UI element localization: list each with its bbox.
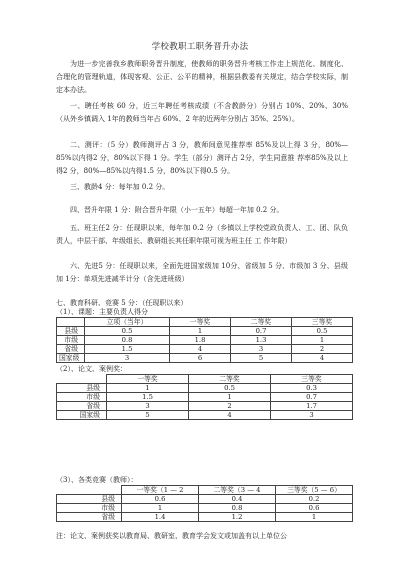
table-header-cell: 一等奖（1 — 2 <box>122 486 199 495</box>
table-cell: 1 <box>276 513 353 522</box>
section7-heading: 七、教育科研、竞赛 5 分：（任现职以来） <box>56 299 188 307</box>
row-label: 市级 <box>57 393 107 402</box>
table-cell: 6 <box>170 354 231 363</box>
table-cell: 0.5 <box>85 327 170 336</box>
intro-paragraph: 为进一步完善我乡教师职务晋升制度，使教师的职务晋升考核工作走上规范化、制度化、合理化的管理轨道，体现客观、公正、公平的精神，根据县教委有关规定，结合学校实际，制定本办法。 <box>56 60 348 94</box>
table-cell: 4 <box>292 354 353 363</box>
table-row <box>57 327 353 336</box>
table-cell: 0.2 <box>276 495 353 504</box>
table-header-row <box>57 375 353 384</box>
table-cell: 0.3 <box>271 384 353 393</box>
table-cell: 1.2 <box>199 513 276 522</box>
table-row <box>57 384 353 393</box>
table-cell: 0.6 <box>276 504 353 513</box>
row-label: 市级 <box>57 504 122 513</box>
row-label: 县级 <box>57 384 107 393</box>
table-cell: 4 <box>170 345 231 354</box>
document-title: 学校教职工职务晋升办法 <box>151 42 249 52</box>
table-cell: 4 <box>189 411 271 420</box>
row-label: 国家级 <box>57 354 85 363</box>
table-header-cell: 二等奖 <box>231 318 292 327</box>
table-cell: 1.8 <box>170 336 231 345</box>
subsection-1-label: （1）、课题：主要负责人得分 <box>56 308 148 316</box>
table-cell: 0.4 <box>199 495 276 504</box>
table-row <box>57 495 353 504</box>
table-cell: 1 <box>292 336 353 345</box>
table-row <box>57 345 353 354</box>
item-4-paragraph: 四、晋升年限 1 分：附合晋升年限（小一五年）每超一年加 0.2 分。 <box>70 206 284 214</box>
row-label: 市级 <box>57 336 85 345</box>
table-cell: 3 <box>107 402 189 411</box>
table-cell: 1.4 <box>122 513 199 522</box>
table-header-cell: 一等奖 <box>170 318 231 327</box>
table-cell: 3 <box>85 354 170 363</box>
table-row <box>57 336 353 345</box>
subsection-2-label: （2）、论文、案例奖： <box>56 365 127 373</box>
table-header-cell: 立项（当年） <box>85 318 170 327</box>
table-header-cell: 三等奖（5 — 6） <box>276 486 353 495</box>
table-cell: 2 <box>292 345 353 354</box>
table-cell: 3 <box>231 345 292 354</box>
table-header-cell: 二等奖 <box>189 375 271 384</box>
row-label: 省级 <box>57 345 85 354</box>
item-2-paragraph: 二、测评：（5 分）教师测评占 3 分，教师间意见推荐率 85%及以上得 3 分，80%—85%以内得2 分，80%以下得 1 分。学生（部分）测评占 2分，学生同意推 荐率85%及以上得2 分，80%—85%以内得1.5 分，80%以下得0.5 分。 <box>56 141 348 175</box>
table-cell: 1 <box>122 504 199 513</box>
table-cell: 0.7 <box>231 327 292 336</box>
table-cell: 0.8 <box>199 504 276 513</box>
table-row <box>57 402 353 411</box>
table-header-row <box>57 486 353 495</box>
table-cell: 1 <box>189 393 271 402</box>
table-cell: 1.3 <box>231 336 292 345</box>
competitions-table <box>56 485 353 522</box>
row-label: 县级 <box>57 327 85 336</box>
table-cell: 1 <box>170 327 231 336</box>
table-row <box>57 513 353 522</box>
table-cell: 0.6 <box>122 495 199 504</box>
item-6-paragraph: 六、先进5 分：任现职以来，全面先进国家级加 10分、省级加 5 分、市级加 3 分、县级加 1分：单项先进减半计分（含先进班级） <box>56 262 348 283</box>
table-cell: 1 <box>107 384 189 393</box>
table-header-cell <box>57 375 107 384</box>
table-cell: 1.5 <box>85 345 170 354</box>
item-5-paragraph: 五、班主任2 分：任现职以来，每年加 0.2 分（乡镇以上学校党政负责人、工、团、队负责人，中层干部、年级组长、教研组长其任职年限可视为班主任 工 作年限） <box>56 224 348 245</box>
subsection-3-label: （3）、各类竞赛（教师）： <box>56 476 138 484</box>
table-row <box>57 354 353 363</box>
row-label: 省级 <box>57 513 122 522</box>
table-cell: 3 <box>271 411 353 420</box>
row-label: 省级 <box>57 402 107 411</box>
table-header-cell: 三等奖 <box>292 318 353 327</box>
table-header-row <box>57 318 353 327</box>
row-label: 县级 <box>57 495 122 504</box>
table-cell: 0.5 <box>189 384 271 393</box>
table-row <box>57 504 353 513</box>
table-cell: 5 <box>231 354 292 363</box>
table-cell: 0.7 <box>271 393 353 402</box>
papers-awards-table <box>56 374 353 420</box>
table-cell: 1.5 <box>107 393 189 402</box>
table-cell: 2 <box>189 402 271 411</box>
table-header-cell: 二等奖（3 — 4 <box>199 486 276 495</box>
table-header-cell <box>57 318 85 327</box>
table-cell: 0.8 <box>85 336 170 345</box>
table-header-cell: 一等奖 <box>107 375 189 384</box>
table-header-cell <box>57 486 122 495</box>
table-cell: 5 <box>107 411 189 420</box>
research-projects-table <box>56 317 353 363</box>
footnote: 注：论文、案例获奖以教育局、教研室、教育学会发文或加盖有以上单位公 <box>56 532 287 540</box>
row-label: 国家级 <box>57 411 107 420</box>
table-row <box>57 411 353 420</box>
table-cell: 1.7 <box>271 402 353 411</box>
table-cell: 0.5 <box>292 327 353 336</box>
table-row <box>57 393 353 402</box>
table-header-cell: 三等奖 <box>271 375 353 384</box>
item-3-paragraph: 三、教龄4 分：每年加 0.2 分。 <box>70 183 170 191</box>
item-1-paragraph: 一、聘任考核 60 分，近三年聘任考核成绩（不含教龄分）分别占 10%、20%、30%（从外乡镇调入 1年的教师当年占 60%、2 年的近两年分别占 35%、25%）。 <box>56 102 348 123</box>
